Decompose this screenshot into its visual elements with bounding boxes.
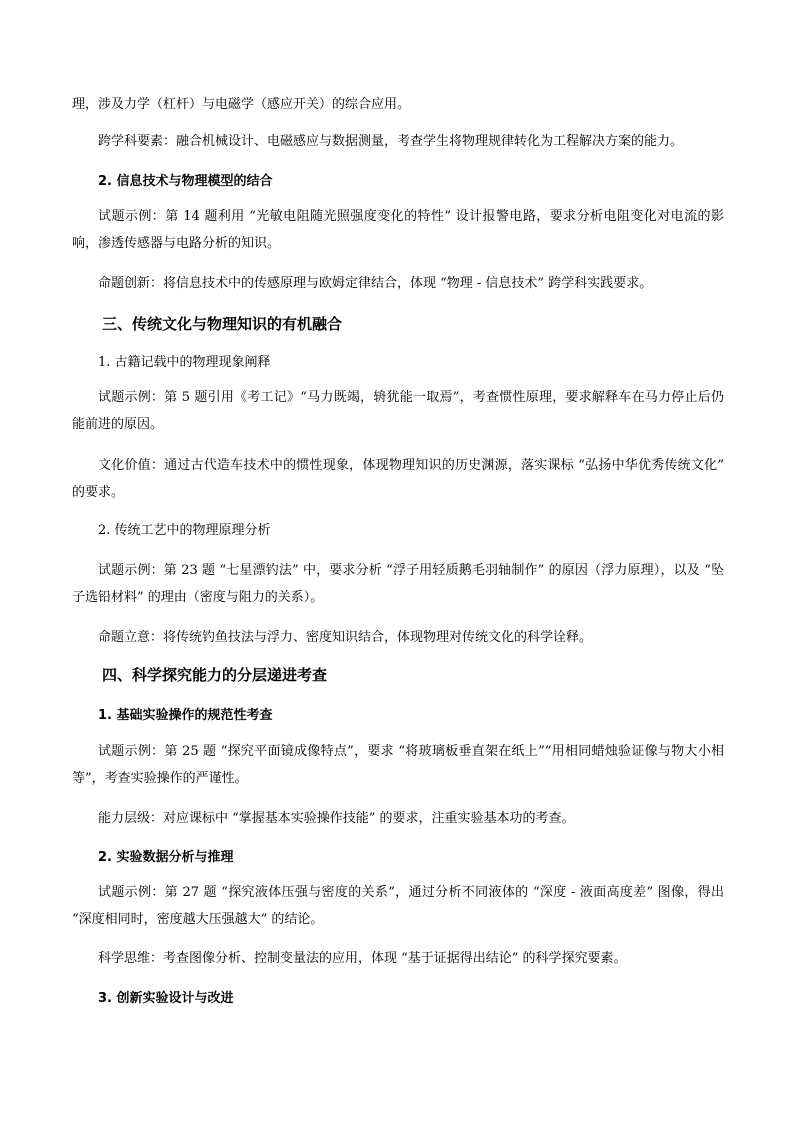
subheading — [72, 848, 724, 868]
body-text: 试题示例：第 25 题 “探究平面镜成像特点”，要求 “将玻璃板垂直架在纸上”“用相同蜡烛验证像与物大小相等”，考查实验操作的严谨性。 — [72, 744, 724, 786]
section-heading — [72, 313, 724, 335]
paragraph — [72, 805, 724, 832]
subheading-text: 3. 创新实验设计与改进 — [98, 991, 234, 1006]
paragraph — [72, 384, 724, 438]
body-text: 命题立意：将传统钓鱼技法与浮力、密度知识结合，体现物理对传统文化的科学诠释。 — [98, 630, 593, 645]
paragraph — [72, 452, 724, 506]
body-text: 试题示例：第 5 题引用《考工记》“马力既竭，辀犹能一取焉”，考查惯性原理，要求解释车在马力停止后仍能前进的原因。 — [72, 390, 724, 432]
body-text: 命题创新：将信息技术中的传感原理与欧姆定律结合，体现 “物理 - 信息技术” 跨学科实践要求。 — [98, 276, 653, 291]
paragraph — [72, 203, 724, 257]
body-text: 跨学科要素：融合机械设计、电磁感应与数据测量，考查学生将物理规律转化为工程解决方案的能力。 — [98, 134, 684, 149]
subheading-text: 2. 实验数据分析与推理 — [98, 850, 234, 865]
minor-heading — [72, 521, 724, 541]
paragraph-continuation — [72, 91, 724, 118]
section-heading — [72, 664, 724, 686]
paragraph — [72, 128, 724, 155]
body-text: 理，涉及力学（杠杆）与电磁学（感应开关）的综合应用。 — [72, 97, 411, 112]
paragraph — [72, 270, 724, 297]
body-text: 试题示例：第 23 题 “七星漂钓法” 中，要求分析 “浮子用轻质鹅毛羽轴制作” 的原因（浮力原理），以及 “坠子选铅材料” 的理由（密度与阻力的关系）。 — [72, 563, 724, 605]
subheading — [72, 706, 724, 726]
minor-heading — [72, 353, 724, 373]
paragraph — [72, 557, 724, 611]
minor-heading-text: 2. 传统工艺中的物理原理分析 — [98, 523, 271, 538]
minor-heading-text: 1. 古籍记载中的物理现象阐释 — [98, 355, 271, 370]
subheading — [72, 172, 724, 192]
section-heading-text: 四、科学探究能力的分层递进考查 — [102, 666, 328, 684]
paragraph — [72, 879, 724, 933]
body-text: 试题示例：第 27 题 “探究液体压强与密度的关系”，通过分析不同液体的 “深度 - 液面高度差” 图像，得出 “深度相同时，密度越大压强越大” 的结论。 — [72, 885, 724, 927]
body-text: 文化价值：通过古代造车技术中的惯性现象，体现物理知识的历史渊源，落实课标 “弘扬中华优秀传统文化” 的要求。 — [72, 458, 724, 500]
body-text: 试题示例：第 14 题利用 “光敏电阻随光照强度变化的特性” 设计报警电路，要求分析电阻变化对电流的影响，渗透传感器与电路分析的知识。 — [72, 209, 724, 251]
section-heading-text: 三、传统文化与物理知识的有机融合 — [102, 315, 343, 333]
subheading-text: 2. 信息技术与物理模型的结合 — [98, 174, 273, 189]
paragraph — [72, 624, 724, 651]
subheading-text: 1. 基础实验操作的规范性考查 — [98, 708, 273, 723]
body-text: 科学思维：考查图像分析、控制变量法的应用，体现 “基于证据得出结论” 的科学探究要素。 — [98, 951, 627, 966]
body-text: 能力层级：对应课标中 “掌握基本实验操作技能” 的要求，注重实验基本功的考查。 — [98, 811, 575, 826]
subheading — [72, 989, 724, 1009]
paragraph — [72, 738, 724, 792]
paragraph — [72, 945, 724, 972]
